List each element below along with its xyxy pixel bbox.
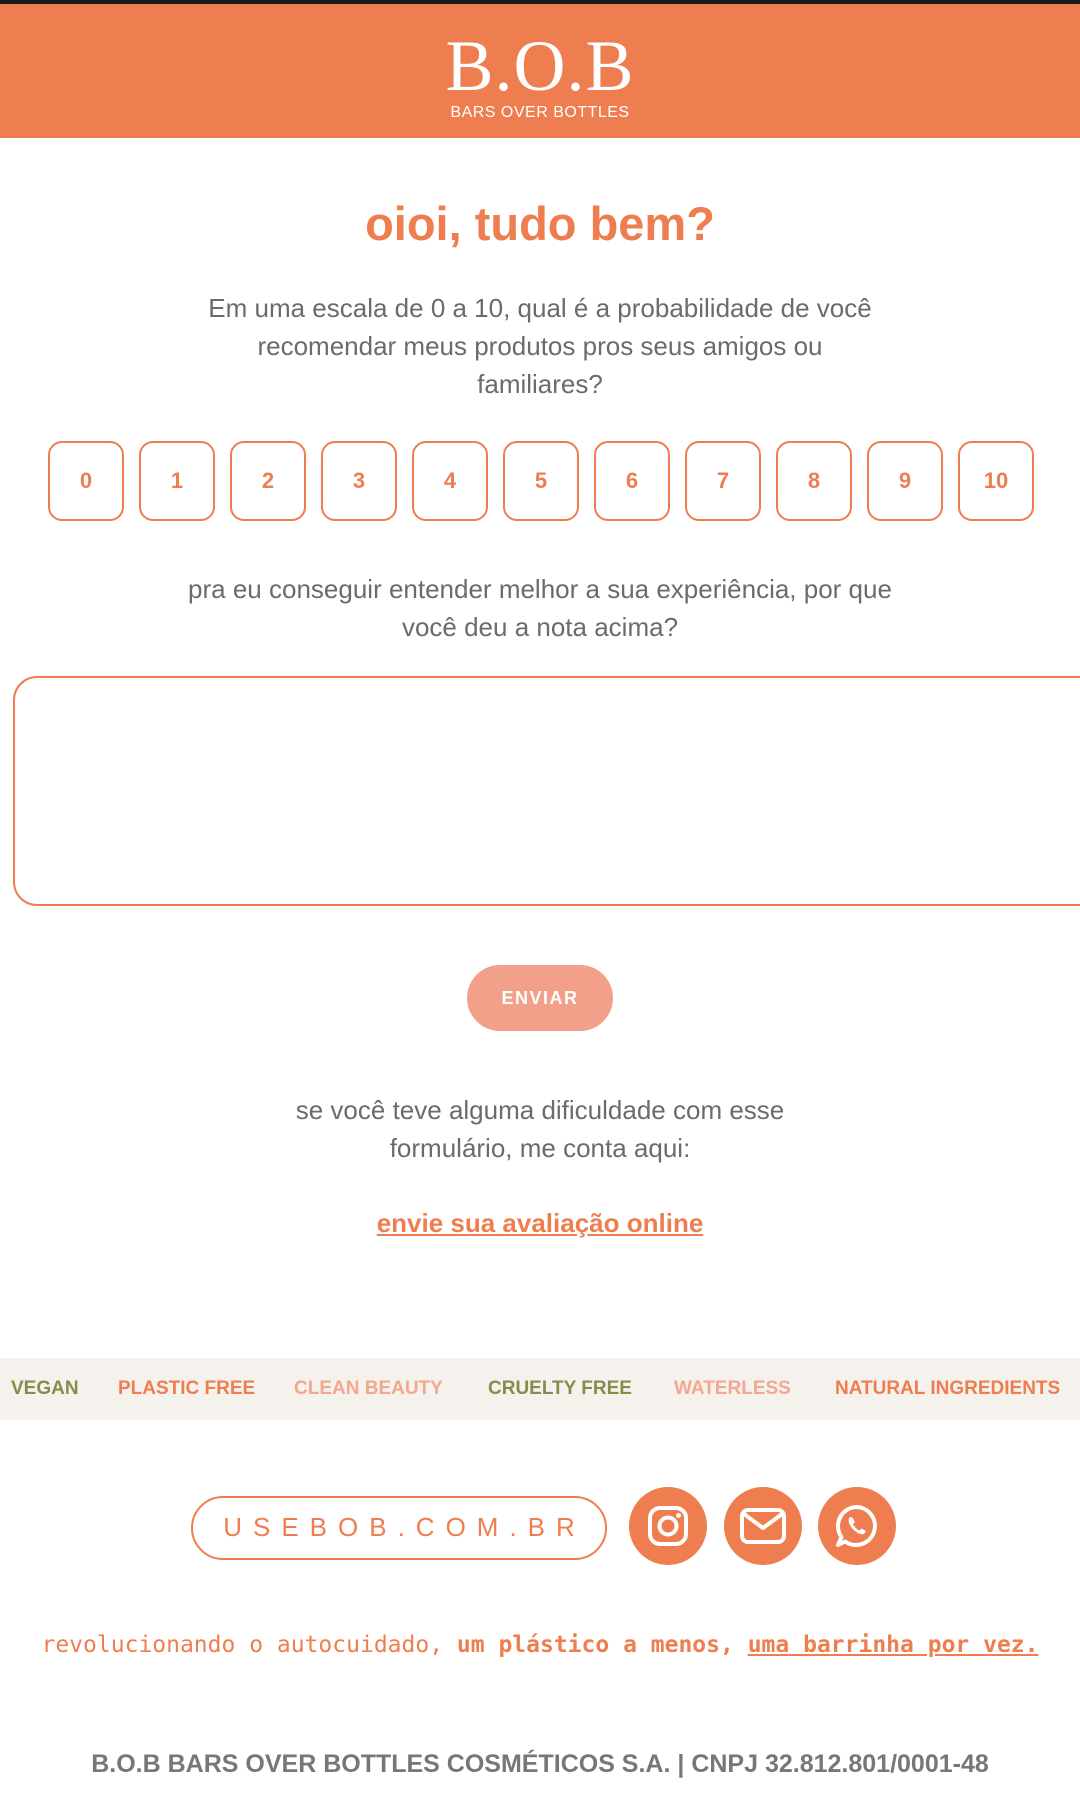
submit-button[interactable]: ENVIAR — [467, 965, 613, 1031]
value-tag-plastic-free: PLASTIC FREE — [118, 1378, 256, 1399]
instagram-button[interactable] — [629, 1487, 707, 1565]
followup-question: pra eu conseguir entender melhor a sua experiência, por que você deu a nota acima? — [188, 574, 892, 642]
header-banner — [0, 4, 1080, 138]
help-text: se você teve alguma dificuldade com esse formulário, me conta aqui: — [295, 1095, 785, 1163]
score-button-5[interactable]: 5 — [503, 441, 579, 521]
score-button-10[interactable]: 10 — [958, 441, 1034, 521]
value-tag-waterless: WATERLESS — [674, 1378, 791, 1399]
mail-icon — [739, 1506, 787, 1546]
slogan-part-2: um plástico a menos, — [456, 1632, 748, 1658]
value-tag-vegan: VEGAN — [11, 1378, 79, 1399]
whatsapp-button[interactable] — [818, 1487, 896, 1565]
brand-logo: B.O.B — [445, 26, 635, 106]
score-button-9[interactable]: 9 — [867, 441, 943, 521]
online-review-link[interactable]: envie sua avaliação online — [376, 1208, 704, 1238]
greeting-heading: oioi, tudo bem? — [365, 197, 715, 250]
score-button-0[interactable]: 0 — [48, 441, 124, 521]
values-band — [0, 1358, 1080, 1420]
website-button[interactable]: USEBOB.COM.BR — [191, 1496, 607, 1560]
comment-textarea[interactable] — [13, 676, 1080, 906]
slogan — [0, 1632, 1080, 1658]
whatsapp-icon — [833, 1502, 881, 1550]
mail-button[interactable] — [724, 1487, 802, 1565]
instagram-icon — [645, 1503, 691, 1549]
legal-footer: B.O.B BARS OVER BOTTLES COSMÉTICOS S.A. | CNPJ 32.812.801/0001-48 — [91, 1750, 989, 1778]
brand-tagline: BARS OVER BOTTLES — [450, 104, 630, 121]
score-scale — [48, 441, 1034, 521]
slogan-part-3: uma barrinha por vez. — [747, 1632, 1039, 1658]
score-button-6[interactable]: 6 — [594, 441, 670, 521]
value-tag-natural-ingredients: NATURAL INGREDIENTS — [835, 1378, 1061, 1399]
score-button-2[interactable]: 2 — [230, 441, 306, 521]
value-tag-cruelty-free: CRUELTY FREE — [488, 1378, 632, 1399]
score-button-8[interactable]: 8 — [776, 441, 852, 521]
value-tag-clean-beauty: CLEAN BEAUTY — [294, 1378, 443, 1399]
score-button-7[interactable]: 7 — [685, 441, 761, 521]
score-button-3[interactable]: 3 — [321, 441, 397, 521]
score-button-4[interactable]: 4 — [412, 441, 488, 521]
score-button-1[interactable]: 1 — [139, 441, 215, 521]
nps-question: Em uma escala de 0 a 10, qual é a probabilidade de você recomendar meus produtos pros seus amigos ou familiares? — [208, 293, 872, 399]
slogan-part-1: revolucionando o autocuidado, — [41, 1632, 457, 1658]
